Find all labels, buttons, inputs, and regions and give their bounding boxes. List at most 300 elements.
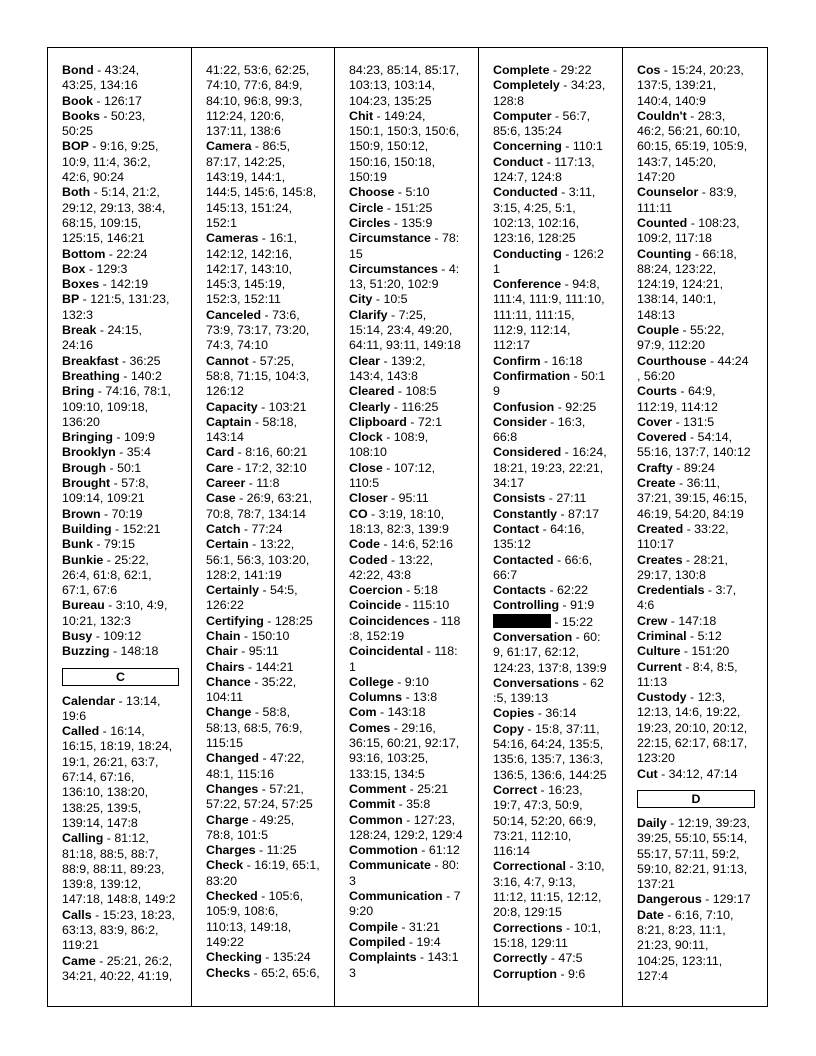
index-entry: Charges - 11:25 xyxy=(206,843,297,858)
index-entry: Certain - 13:22, 56:1, 56:3, 103:20, 128:2, 141:19 xyxy=(206,537,310,582)
index-entry: Circles - 135:9 xyxy=(349,215,433,230)
index-term: Covered xyxy=(637,430,687,445)
index-term: Corrections xyxy=(493,920,563,935)
index-term: Create xyxy=(637,476,676,491)
index-entry: Coincidental - 118: 1 xyxy=(349,644,458,674)
index-term: Conduct xyxy=(493,154,544,169)
index-entry: Computer - 56:7, 85:6, 135:24 xyxy=(493,108,591,139)
index-term: Changes xyxy=(206,781,259,796)
page-line-refs: 80: 3 xyxy=(349,858,460,888)
page-line-refs: 16:14, 16:15, 18:19, 18:24, 19:1, 26:21, 63:7, 67:14, 67:16, 136:10, 138:20, 138:25, 139:5, 139:14, 147:8 xyxy=(62,724,173,830)
page-line-refs: 15:22 xyxy=(562,614,594,629)
index-entry: Catch - 77:24 xyxy=(206,521,283,536)
index-term: Circles xyxy=(349,215,391,230)
page-line-refs: 5:14, 21:2, 29:12, 29:13, 38:4, 68:15, 109:15, 125:15, 146:21 xyxy=(62,185,166,246)
index-term: Brown xyxy=(62,506,101,521)
index-term: Checked xyxy=(206,889,258,904)
page-line-refs: 36:25 xyxy=(129,353,161,368)
index-entry: Comment - 25:21 xyxy=(349,781,449,796)
index-entry: Cos - 15:24, 20:23, 137:5, 139:21, 140:4, 140:9 xyxy=(637,63,744,108)
index-entry: Concerning - 110:1 xyxy=(493,139,603,154)
page-line-refs: 79:15 xyxy=(104,537,136,552)
page-line-refs: 151:25 xyxy=(394,200,433,215)
index-term: Completely xyxy=(493,78,560,93)
page-line-refs: 54:5, 126:22 xyxy=(206,583,298,613)
index-entry: Busy - 109:12 xyxy=(62,628,142,643)
index-term: Check xyxy=(206,858,244,873)
index-column-3 xyxy=(335,48,479,1006)
index-entry: Cleared - 108:5 xyxy=(349,384,437,399)
index-entry: Clear - 139:2, 143:4, 143:8 xyxy=(349,353,426,383)
page-line-refs: 126:17 xyxy=(104,93,142,108)
index-term: Calendar xyxy=(62,693,116,708)
page-line-refs: 49:25, 78:8, 101:5 xyxy=(206,812,295,842)
index-entry: Box - 129:3 xyxy=(62,261,128,276)
index-entry: Complaints - 143:1 3 xyxy=(349,950,459,980)
index-entry: Bond - 43:24, 43:25, 134:16 xyxy=(62,63,140,93)
index-entry: Counselor - 83:9, 111:11 xyxy=(637,185,737,215)
index-entry: Charge - 49:25, 78:8, 101:5 xyxy=(206,812,295,842)
page-line-refs: 3:7, 4:6 xyxy=(637,583,737,613)
index-entry: Checked - 105:6, 105:9, 108:6, 110:13, 149:18, 149:22 xyxy=(206,889,304,949)
index-term: Care xyxy=(206,460,234,475)
index-entry: BOP - 9:16, 9:25, 10:9, 11:4, 36:2, 42:6, 90:24 xyxy=(62,139,159,185)
index-entry: Credentials - 3:7, 4:6 xyxy=(637,583,737,613)
index-entry: Coincide - 115:10 xyxy=(349,598,450,613)
index-term: Courthouse xyxy=(637,353,707,368)
index-term: Chit xyxy=(349,108,374,123)
page-line-refs: 150:10 xyxy=(251,628,290,643)
page-line-refs: 73:6, 73:9, 73:17, 73:20, 74:3, 74:10 xyxy=(206,307,310,353)
index-term: Considered xyxy=(493,445,562,460)
index-term: Clock xyxy=(349,430,383,445)
page-line-refs: 128:25 xyxy=(274,613,313,628)
page-line-refs: 95:11 xyxy=(398,491,429,506)
page-line-refs: 131:5 xyxy=(683,414,715,429)
index-entry: Conversations - 62 :5, 139:13 xyxy=(493,675,604,706)
index-column-5 xyxy=(623,48,767,1006)
page-line-refs: 44:24 , 56:20 xyxy=(637,353,749,383)
page-line-refs: 25:21, 26:2, 34:21, 40:22, 41:19, xyxy=(62,953,173,983)
index-term: Card xyxy=(206,445,235,460)
index-entry: Custody - 12:3, 12:13, 14:6, 19:22, 19:23, 20:10, 20:12, 22:15, 62:17, 68:17, 123:20 xyxy=(637,690,748,766)
index-term: Contacts xyxy=(493,583,547,598)
index-term: Case xyxy=(206,491,236,506)
page-line-refs: 94:8, 111:4, 111:9, 111:10, 111:11, 111:15, 112:9, 112:14, 112:17 xyxy=(493,277,605,353)
index-term: Boxes xyxy=(62,277,100,292)
page-line-refs: 116:25 xyxy=(401,399,439,414)
index-term: Commotion xyxy=(349,843,418,858)
index-term: Coercion xyxy=(349,583,403,598)
index-term: Cannot xyxy=(206,353,249,368)
index-entry: Boxes - 142:19 xyxy=(62,277,149,292)
index-entry: Code - 14:6, 52:16 xyxy=(349,537,454,552)
index-term: Constantly xyxy=(493,506,558,521)
index-term: Coincidental xyxy=(349,644,424,659)
page-line-refs: 24:15, 24:16 xyxy=(62,323,142,353)
page-line-refs: 47:22, 48:1, 115:16 xyxy=(206,751,305,781)
index-entry: Coded - 13:22, 42:22, 43:8 xyxy=(349,552,434,582)
index-entry: Camera - 86:5, 87:17, 142:25, 143:19, 144:1, 144:5, 145:6, 145:8, 145:13, 151:24, 152:1 xyxy=(206,139,317,230)
index-entry: Consider - 16:3, 66:8 xyxy=(493,414,586,445)
page-line-refs: 108:5 xyxy=(405,384,437,399)
page-line-refs: 35:22, 104:11 xyxy=(206,674,297,705)
index-entry: Breakfast - 36:25 xyxy=(62,353,161,368)
page-line-refs: 16:18 xyxy=(551,353,583,368)
page-line-refs: 121:5, 131:23, 132:3 xyxy=(62,292,170,322)
index-term: Code xyxy=(349,537,380,552)
index-entry: Confusion - 92:25 xyxy=(493,399,597,414)
page-line-refs: 35:8 xyxy=(406,797,431,812)
index-term: Certifying xyxy=(206,613,264,628)
page-line-refs: 8:16, 60:21 xyxy=(245,445,308,460)
index-term: City xyxy=(349,292,373,307)
page-line-refs: 9:10 xyxy=(404,674,429,689)
index-entry: Considered - 16:24, 18:21, 19:23, 22:21, 34:17 xyxy=(493,445,607,491)
index-term: Daily xyxy=(637,815,667,830)
index-term: Chance xyxy=(206,674,251,689)
index-entry: Constantly - 87:17 xyxy=(493,506,600,521)
page-line-refs: 19:4 xyxy=(416,934,441,949)
page-line-refs: 12:3, 12:13, 14:6, 19:22, 19:23, 20:10, 20:12, 22:15, 62:17, 68:17, 123:20 xyxy=(637,690,748,766)
page-line-refs: 16:23, 19:7, 47:3, 50:9, 50:14, 52:20, 66:9, 73:21, 112:10, 116:14 xyxy=(493,782,597,859)
index-entry: Chair - 95:11 xyxy=(206,644,279,659)
index-entry: Circle - 151:25 xyxy=(349,200,433,215)
page-line-refs: 84:23, 85:14, 85:17, 103:13, 103:14, 104:23, 135:25 xyxy=(349,63,460,108)
page-line-refs: 9:6 xyxy=(568,966,586,981)
index-term: Confirmation xyxy=(493,368,571,383)
page-line-refs: 66:6, 66:7 xyxy=(493,552,593,582)
index-term: Credentials xyxy=(637,583,705,598)
page-line-refs: 58:18, 143:14 xyxy=(206,414,297,445)
index-term: Couldn't xyxy=(637,108,687,123)
index-term: Cover xyxy=(637,414,673,429)
index-term: Correctly xyxy=(493,951,548,966)
index-term: Conducting xyxy=(493,246,562,261)
section-letter-heading: D xyxy=(637,790,755,808)
page-line-refs: 108:9, 108:10 xyxy=(349,430,429,460)
index-entry: Clipboard - 72:1 xyxy=(349,414,442,429)
index-entry: Conversation - 60: 9, 61:17, 62:12, 124:23, 137:8, 139:9 xyxy=(493,629,607,675)
index-entry: Contact - 64:16, 135:12 xyxy=(493,521,585,552)
page-line-refs: 143:18 xyxy=(387,705,426,720)
index-entry: Case - 26:9, 63:21, 70:8, 78:7, 134:14 xyxy=(206,491,313,521)
page-line-refs: 13:22, 42:22, 43:8 xyxy=(349,552,434,582)
index-term: Brought xyxy=(62,476,111,491)
index-entry: Date - 6:16, 7:10, 8:21, 8:23, 11:1, 21:23, 90:11, 104:25, 123:11, 127:4 xyxy=(637,907,734,983)
index-term: Consider xyxy=(493,414,547,429)
index-entry: Clarify - 7:25, 15:14, 23:4, 49:20, 64:11, 93:11, 149:18 xyxy=(349,307,461,353)
index-term: Closer xyxy=(349,491,388,506)
page-line-refs: 29:22 xyxy=(560,63,592,77)
index-term: Common xyxy=(349,812,403,827)
index-term: Conducted xyxy=(493,185,558,200)
index-entry: Calling - 81:12, 81:18, 88:5, 88:7, 88:9, 88:11, 89:23, 139:8, 139:12, 147:18, 148:8, 149:2 xyxy=(62,831,176,907)
page-line-refs: 81:12, 81:18, 88:5, 88:7, 88:9, 88:11, 89:23, 139:8, 139:12, 147:18, 148:8, 149:2 xyxy=(62,831,176,907)
index-term: Culture xyxy=(637,644,681,659)
page-line-refs: 17:2, 32:10 xyxy=(244,460,307,475)
index-entry: Complete - 29:22 xyxy=(493,63,592,77)
page-line-refs: 5:18 xyxy=(413,583,438,598)
page-line-refs: 34:12, 47:14 xyxy=(668,766,738,781)
index-term: Coincide xyxy=(349,598,402,613)
index-term: Compile xyxy=(349,919,398,934)
index-entry: Compile - 31:21 xyxy=(349,919,440,934)
index-term: Canceled xyxy=(206,307,262,322)
index-page-frame xyxy=(47,47,768,1007)
index-term: Controlling xyxy=(493,598,560,613)
index-term: Book xyxy=(62,93,93,108)
index-entry: Bring - 74:16, 78:1, 109:10, 109:18, 136:20 xyxy=(62,384,171,429)
index-entry: Certainly - 54:5, 126:22 xyxy=(206,583,298,613)
page-line-refs: 41:22, 53:6, 62:25, 74:10, 77:6, 84:9, 84:10, 96:8, 99:3, 112:24, 120:6, 137:11, 138:6 xyxy=(206,63,310,139)
page-line-refs: 10:5 xyxy=(383,292,408,307)
page-line-refs: 66:18, 88:24, 123:22, 124:19, 124:21, 138:14, 140:1, 148:13 xyxy=(637,246,737,322)
index-term: Books xyxy=(62,108,100,123)
index-term: Captain xyxy=(206,414,252,429)
index-entry: Chain - 150:10 xyxy=(206,628,290,643)
index-entry: Chance - 35:22, 104:11 xyxy=(206,674,297,705)
index-entry: Criminal - 5:12 xyxy=(637,628,722,643)
page-line-refs: 16:24, 18:21, 19:23, 22:21, 34:17 xyxy=(493,445,607,491)
page-line-refs: 127:23, 128:24, 129:2, 129:4 xyxy=(349,812,463,842)
index-term: Certainly xyxy=(206,583,260,598)
index-term: Called xyxy=(62,724,100,739)
index-term: Creates xyxy=(637,552,683,567)
index-term: Circumstance xyxy=(349,231,431,246)
page-line-refs: 11:25 xyxy=(266,843,297,858)
page-line-refs: 129:3 xyxy=(96,261,128,276)
page-line-refs: 83:9, 111:11 xyxy=(637,185,737,215)
page-line-refs: 10:1, 15:18, 129:11 xyxy=(493,920,602,950)
page-line-refs: 8:4, 8:5, 11:13 xyxy=(637,659,738,689)
page-line-refs: 11:8 xyxy=(256,476,280,491)
page-line-refs: 15:23, 18:23, 63:13, 83:9, 86:2, 119:21 xyxy=(62,907,175,953)
page-line-refs: 57:25, 58:8, 71:15, 104:3, 126:12 xyxy=(206,353,310,399)
index-term: Correct xyxy=(493,782,538,797)
page-line-refs: 147:18 xyxy=(678,613,717,628)
index-term: Counting xyxy=(637,246,692,261)
index-entry: Cameras - 16:1, 142:12, 142:16, 142:17, 143:10, 145:3, 145:19, 152:3, 152:11 xyxy=(206,231,297,307)
redaction-bar xyxy=(493,614,551,628)
page-line-refs: 15:24, 20:23, 137:5, 139:21, 140:4, 140:9 xyxy=(637,63,744,108)
page-line-refs: 16:3, 66:8 xyxy=(493,414,586,445)
index-entry: Bottom - 22:24 xyxy=(62,246,148,261)
index-entry: Change - 58:8, 58:13, 68:5, 76:9, 115:15 xyxy=(206,705,303,751)
page-line-refs: 87:17 xyxy=(568,506,600,521)
index-entry: Confirm - 16:18 xyxy=(493,353,583,368)
page-line-refs: 60: 9, 61:17, 62:12, 124:23, 137:8, 139:9 xyxy=(493,629,607,675)
page-line-refs: 144:21 xyxy=(255,659,294,674)
page-line-refs: 135:24 xyxy=(272,950,311,965)
index-term: Confirm xyxy=(493,353,541,368)
index-term: Copies xyxy=(493,706,535,721)
index-entry: Compiled - 19:4 xyxy=(349,934,441,949)
index-entry: Conference - 94:8, 111:4, 111:9, 111:10, 111:11, 111:15, 112:9, 112:14, 112:17 xyxy=(493,277,605,353)
page-line-refs: 7:25, 15:14, 23:4, 49:20, 64:11, 93:11, 149:18 xyxy=(349,307,461,353)
index-term: Breathing xyxy=(62,368,120,383)
index-entry: Current - 8:4, 8:5, 11:13 xyxy=(637,659,738,689)
index-term: Break xyxy=(62,323,97,338)
index-entry: Controlling - 91:9 xyxy=(493,598,595,613)
index-term: Bottom xyxy=(62,246,106,261)
page-line-refs: 108:23, 109:2, 117:18 xyxy=(637,215,740,246)
index-entry: Coercion - 5:18 xyxy=(349,583,438,598)
index-term: Calls xyxy=(62,907,92,922)
page-line-refs: 34:23, 128:8 xyxy=(493,78,606,108)
index-term: Couple xyxy=(637,323,679,338)
index-term: Comment xyxy=(349,781,407,796)
index-term: Coded xyxy=(349,552,388,567)
index-term: Copy xyxy=(493,721,524,736)
index-term: Concerning xyxy=(493,139,562,154)
page-line-refs: 103:21 xyxy=(268,399,307,414)
index-entry: Clearly - 116:25 xyxy=(349,399,439,414)
index-entry: Brooklyn - 35:4 xyxy=(62,445,151,460)
page-line-refs: 50:1 9 xyxy=(493,368,606,399)
index-entry: Contacts - 62:22 xyxy=(493,583,589,598)
index-term: Breakfast xyxy=(62,353,119,368)
index-entry: Buzzing - 148:18 xyxy=(62,644,159,659)
index-entry: Corrections - 10:1, 15:18, 129:11 xyxy=(493,920,602,950)
index-entry: College - 9:10 xyxy=(349,674,429,689)
page-line-refs: 107:12, 110:5 xyxy=(349,460,436,491)
index-entry: Culture - 151:20 xyxy=(637,644,730,659)
index-entry: Crew - 147:18 xyxy=(637,613,717,628)
page-line-refs: 142:19 xyxy=(110,277,149,292)
index-entry: Close - 107:12, 110:5 xyxy=(349,460,436,491)
page-line-refs: 3:10, 4:9, 10:21, 132:3 xyxy=(62,598,168,628)
index-entry: Couldn't - 28:3, 46:2, 56:21, 60:10, 60:15, 65:19, 105:9, 143:7, 145:20, 147:20 xyxy=(637,108,748,185)
index-entry: Create - 36:11, 37:21, 39:15, 46:15, 46:19, 54:20, 84:19 xyxy=(637,476,748,521)
index-entry: Courthouse - 44:24 , 56:20 xyxy=(637,353,749,383)
index-entry: Corruption - 9:6 xyxy=(493,966,586,981)
section-letter-heading: C xyxy=(62,668,179,686)
index-entry: Building - 152:21 xyxy=(62,521,161,536)
page-line-refs: 109:9 xyxy=(123,430,155,445)
index-term: Clearly xyxy=(349,399,391,414)
page-line-refs: 89:24 xyxy=(683,460,715,475)
page-line-refs: 61:12 xyxy=(428,843,460,858)
page-line-refs: 57:21, 57:22, 57:24, 57:25 xyxy=(206,781,313,812)
index-entry: Brown - 70:19 xyxy=(62,506,143,521)
page-line-refs: 91:9 xyxy=(570,598,595,613)
page-line-refs: 25:22, 26:4, 61:8, 62:1, 67:1, 67:6 xyxy=(62,552,152,598)
index-entry: Break - 24:15, 24:16 xyxy=(62,323,142,353)
page-line-refs: 3:10, 3:16, 4:7, 9:13, 11:12, 11:15, 12:12, 20:8, 129:15 xyxy=(493,859,605,920)
index-entry: Copy - 15:8, 37:11, 54:16, 64:24, 135:5, 135:6, 135:7, 136:3, 136:5, 136:6, 144:25 xyxy=(493,721,607,782)
index-term: Certain xyxy=(206,537,249,552)
page-line-refs: 56:7, 85:6, 135:24 xyxy=(493,108,591,139)
index-term: Dangerous xyxy=(637,892,702,907)
index-term: Clarify xyxy=(349,307,388,322)
page-line-refs: 12:19, 39:23, 39:25, 55:10, 55:14, 55:17, 57:11, 59:2, 59:10, 82:21, 91:13, 137:21 xyxy=(637,815,750,892)
index-term: Building xyxy=(62,521,112,536)
index-term: Both xyxy=(62,185,91,200)
index-entry: Checks - 65:2, 65:6, xyxy=(206,965,320,980)
page-line-refs: 151:20 xyxy=(691,644,730,659)
index-term: Charge xyxy=(206,812,249,827)
index-entry: Comes - 29:16, 36:15, 60:21, 92:17, 93:16, 103:25, 133:15, 134:5 xyxy=(349,720,460,781)
page-line-refs: 5:10 xyxy=(405,185,430,200)
page-line-refs: 25:21 xyxy=(417,781,449,796)
page-line-refs: 16:19, 65:1, 83:20 xyxy=(206,858,320,888)
page-line-refs: 64:16, 135:12 xyxy=(493,521,585,552)
index-column-2 xyxy=(192,48,335,1006)
page-line-refs: 64:9, 112:19, 114:12 xyxy=(637,384,718,414)
index-term: Custody xyxy=(637,690,687,705)
index-term: Chair xyxy=(206,644,238,659)
index-entry: Capacity - 103:21 xyxy=(206,399,307,414)
index-entry xyxy=(206,63,328,139)
page-line-refs: 129:17 xyxy=(712,892,751,907)
page-line-refs: 28:21, 29:17, 130:8 xyxy=(637,552,728,582)
index-term: Counselor xyxy=(637,185,699,200)
page-line-refs: 33:22, 110:17 xyxy=(637,521,729,552)
page-line-refs: 3:19, 18:10, 18:13, 82:3, 139:9 xyxy=(349,506,449,536)
page-line-refs: 149:24, 150:1, 150:3, 150:6, 150:9, 150:12, 150:16, 150:18, 150:19 xyxy=(349,108,460,185)
index-entry: Couple - 55:22, 97:9, 112:20 xyxy=(637,323,725,353)
index-entry: Correctly - 47:5 xyxy=(493,951,583,966)
index-term: Columns xyxy=(349,690,403,705)
page-line-refs: 28:3, 46:2, 56:21, 60:10, 60:15, 65:19, 105:9, 143:7, 145:20, 147:20 xyxy=(637,108,748,185)
index-term: Comes xyxy=(349,720,391,735)
index-entry: Commit - 35:8 xyxy=(349,797,431,812)
index-term: Com xyxy=(349,705,377,720)
index-term: Crew xyxy=(637,613,668,628)
page-line-refs: 29:16, 36:15, 60:21, 92:17, 93:16, 103:25, 133:15, 134:5 xyxy=(349,720,460,781)
page-line-refs: 135:9 xyxy=(401,215,433,230)
page-line-refs: 72:1 xyxy=(417,414,442,429)
index-entry: Both - 5:14, 21:2, 29:12, 29:13, 38:4, 68:15, 109:15, 125:15, 146:21 xyxy=(62,185,166,246)
index-entry: Counting - 66:18, 88:24, 123:22, 124:19, 124:21, 138:14, 140:1, 148:13 xyxy=(637,246,737,322)
index-term: Clear xyxy=(349,353,380,368)
index-entry: Crafty - 89:24 xyxy=(637,460,715,475)
index-entry: Career - 11:8 xyxy=(206,476,280,491)
index-term: Checks xyxy=(206,965,251,980)
index-entry: Changes - 57:21, 57:22, 57:24, 57:25 xyxy=(206,781,313,812)
index-term: Cleared xyxy=(349,384,395,399)
index-entry: Card - 8:16, 60:21 xyxy=(206,445,308,460)
page-line-refs: 95:11 xyxy=(248,644,279,659)
page-line-refs: 140:2 xyxy=(130,368,162,383)
index-entry: Communication - 7 9:20 xyxy=(349,889,461,919)
page-line-refs: 9:16, 9:25, 10:9, 11:4, 36:2, 42:6, 90:24 xyxy=(62,139,159,185)
index-entry: Checking - 135:24 xyxy=(206,950,311,965)
page-line-refs: 57:8, 109:14, 109:21 xyxy=(62,476,149,506)
page-line-refs: 118: 1 xyxy=(349,644,458,674)
index-term: Charges xyxy=(206,843,256,858)
index-term: Came xyxy=(62,953,96,968)
index-entry: Circumstance - 78: 15 xyxy=(349,231,460,261)
page-line-refs: 4: 13, 51:20, 102:9 xyxy=(349,261,460,292)
index-term: Catch xyxy=(206,521,241,536)
page-line-refs: 139:2, 143:4, 143:8 xyxy=(349,353,426,383)
index-term: Choose xyxy=(349,185,395,200)
index-entry: Consists - 27:11 xyxy=(493,491,587,506)
page-line-refs: 62 :5, 139:13 xyxy=(493,675,604,706)
index-entry: Changed - 47:22, 48:1, 115:16 xyxy=(206,751,305,781)
index-term: Communicate xyxy=(349,858,431,873)
page-line-refs: 36:14 xyxy=(545,706,577,721)
index-entry: Chit - 149:24, 150:1, 150:3, 150:6, 150:9, 150:12, 150:16, 150:18, 150:19 xyxy=(349,108,460,185)
index-entry: Conduct - 117:13, 124:7, 124:8 xyxy=(493,154,595,185)
index-term: Capacity xyxy=(206,399,258,414)
index-term: Circumstances xyxy=(349,261,438,276)
page-line-refs: 62:22 xyxy=(557,583,589,598)
index-term: Chain xyxy=(206,628,241,643)
index-entry: CO - 3:19, 18:10, 18:13, 82:3, 139:9 xyxy=(349,506,449,536)
